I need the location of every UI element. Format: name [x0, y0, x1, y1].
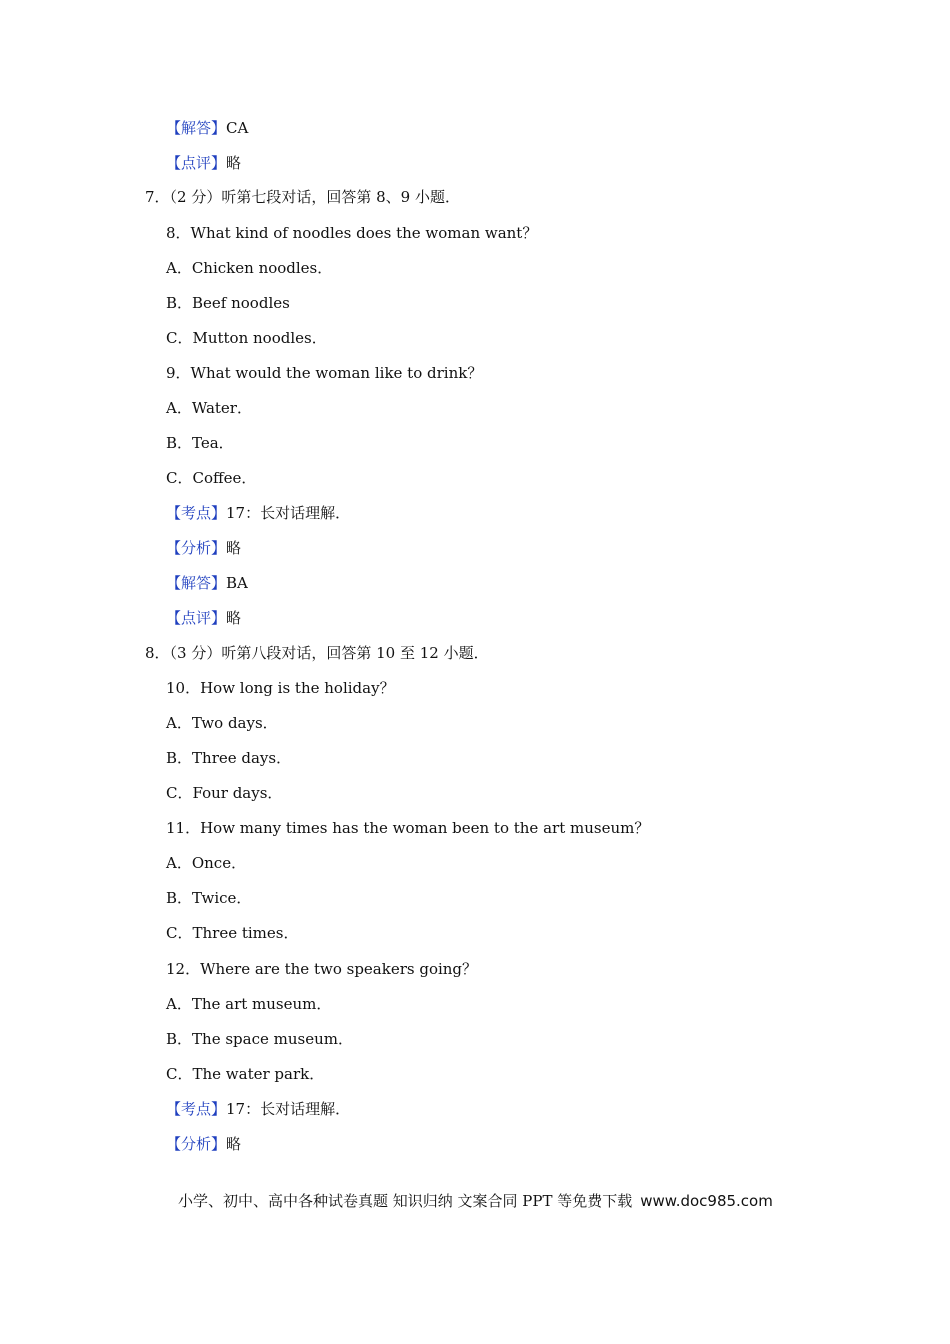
answer-line	[166, 573, 248, 593]
option-b: B．Twice．	[166, 889, 252, 907]
sub-question-9: 9．What would the woman like to drink？	[166, 364, 483, 382]
answer-text: BA	[226, 574, 248, 592]
key-point-tag: 【考点】	[166, 1100, 227, 1118]
option-b: B．Beef noodles	[166, 294, 290, 312]
footer-url[interactable]: www.doc985.com	[640, 1192, 773, 1210]
option-c: C．Mutton noodles．	[166, 329, 327, 347]
key-point-line	[166, 503, 350, 523]
key-point-text: 17：长对话理解．	[226, 504, 351, 522]
analysis-tag: 【分析】	[166, 1135, 227, 1153]
option-c: C．The water park．	[166, 1065, 325, 1083]
option-a: A．Chicken noodles．	[166, 259, 333, 277]
analysis-tag: 【分析】	[166, 539, 227, 557]
option-a: A．Once．	[166, 854, 247, 872]
comment-line	[166, 153, 241, 173]
key-point-tag: 【考点】	[166, 504, 227, 522]
key-point-text: 17：长对话理解．	[226, 1100, 351, 1118]
comment-tag: 【点评】	[166, 609, 227, 627]
option-c: C．Coffee．	[166, 469, 257, 487]
answer-tag: 【解答】	[166, 119, 227, 137]
option-b: B．The space museum．	[166, 1030, 353, 1048]
answer-text: CA	[226, 119, 249, 137]
question-8-heading: 8．（3 分）听第八段对话，回答第 10 至 12 小题．	[145, 644, 489, 662]
answer-tag: 【解答】	[166, 574, 227, 592]
key-point-line	[166, 1099, 350, 1119]
footer-text: 小学、初中、高中各种试卷真题 知识归纳 文案合同 PPT 等免费下载	[178, 1192, 633, 1210]
option-a: A．The art museum．	[166, 995, 332, 1013]
answer-line	[166, 118, 248, 138]
comment-text: 略	[226, 154, 242, 172]
sub-question-8: 8．What kind of noodles does the woman want？	[166, 224, 538, 242]
page-footer	[178, 1190, 773, 1211]
comment-tag: 【点评】	[166, 154, 227, 172]
comment-line	[166, 608, 241, 628]
analysis-text: 略	[226, 1135, 242, 1153]
analysis-line	[166, 1134, 241, 1154]
question-7-heading: 7．（2 分）听第七段对话，回答第 8、9 小题．	[145, 188, 460, 206]
option-a: A．Two days．	[166, 714, 278, 732]
sub-question-11: 11．How many times has the woman been to the art museum？	[166, 819, 650, 837]
analysis-text: 略	[226, 539, 242, 557]
option-c: C．Three times．	[166, 924, 299, 942]
sub-question-10: 10．How long is the holiday？	[166, 679, 395, 697]
option-c: C．Four days．	[166, 784, 283, 802]
comment-text: 略	[226, 609, 242, 627]
option-b: B．Tea．	[166, 434, 234, 452]
option-a: A．Water．	[166, 399, 252, 417]
sub-question-12: 12．Where are the two speakers going？	[166, 960, 478, 978]
option-b: B．Three days．	[166, 749, 292, 767]
analysis-line	[166, 538, 241, 558]
